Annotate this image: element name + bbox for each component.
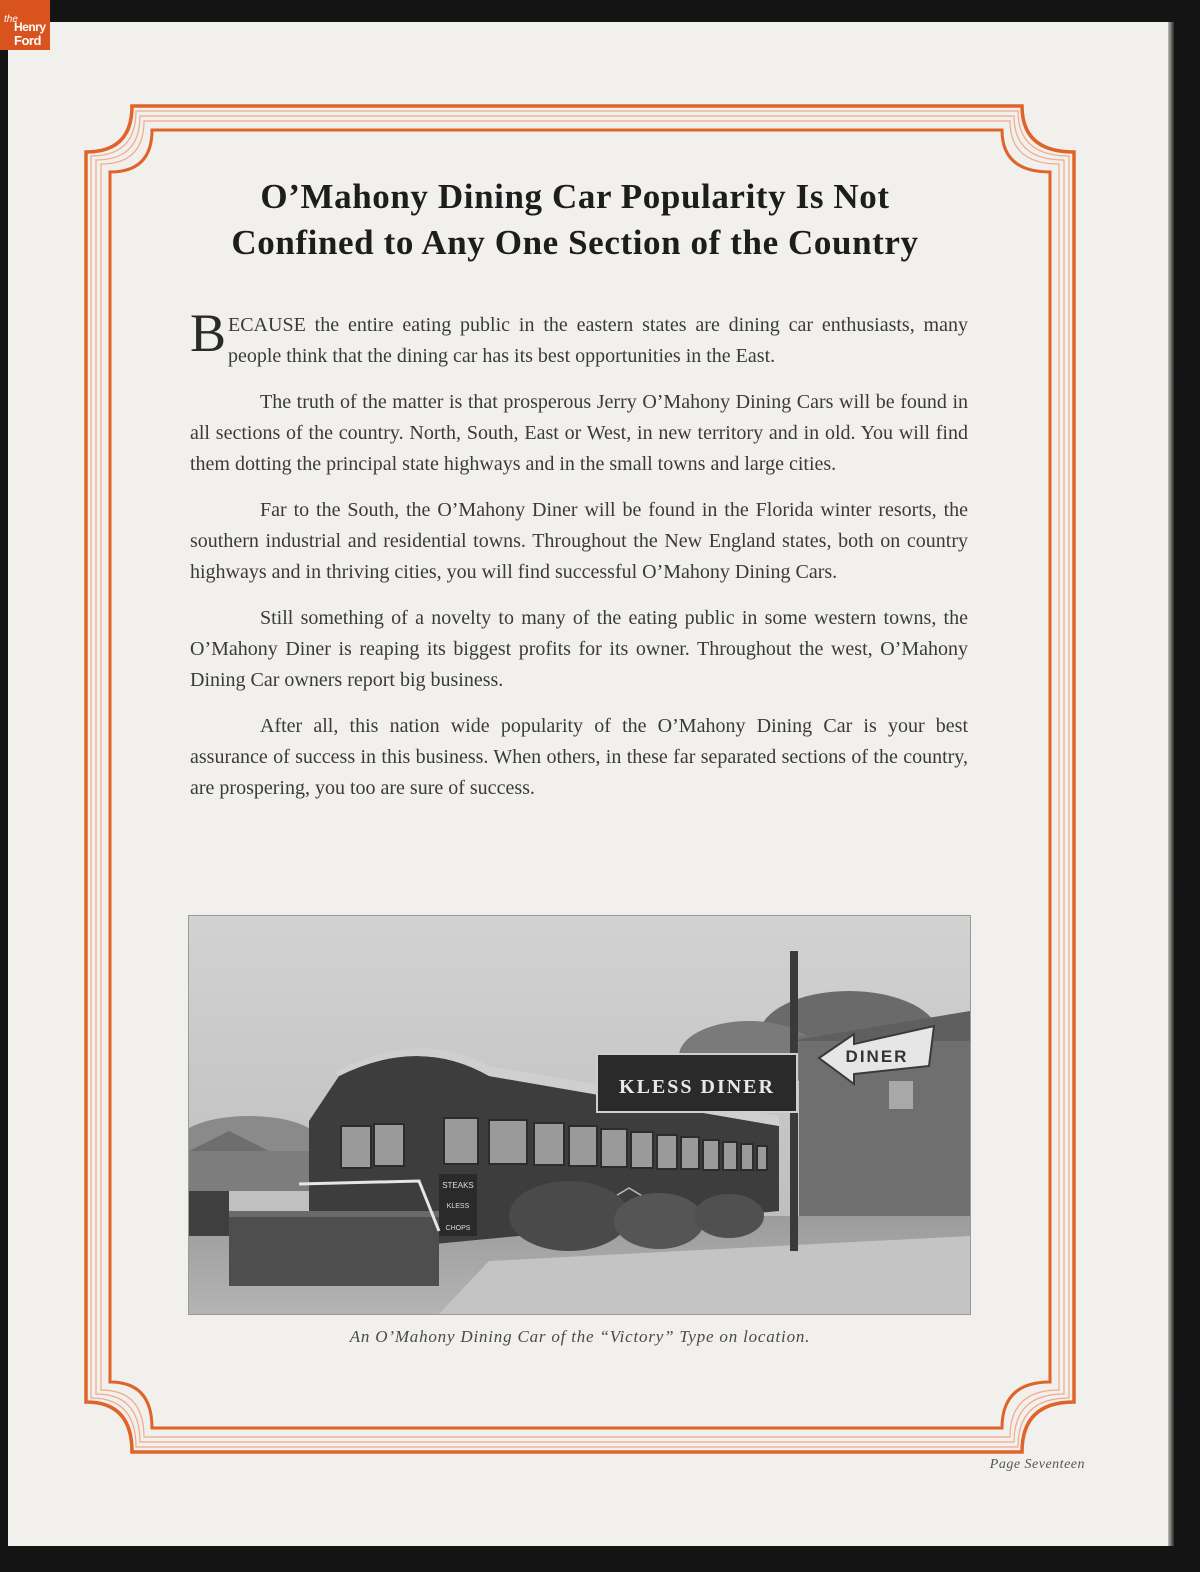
paragraph-4: Still something of a novelty to many of the eating public in some western towns, the O’Mahony Diner is reaping its biggest profits for its owner. Throughout the west, O’Mahony Dining Car owners report big business. [190,607,968,691]
diner-photograph [188,915,971,1315]
logo-the: the [4,14,18,25]
shrubs [509,1181,629,1251]
logo-henry: Henry [14,20,46,34]
logo-ford: Ford [14,33,41,48]
paragraph-1 [190,303,968,372]
entrance-wall [229,1211,439,1286]
article-body [190,303,968,819]
paragraph-3: Far to the South, the O’Mahony Diner will be found in the Florida winter resorts, the southern industrial and residential towns. Throughout the New England states, both on country highways and in thriving cities, you will find successful O’Mahony Dining Cars. [190,499,968,583]
title-line-2: Confined to Any One Section of the Country [231,223,919,262]
paragraph-1-text: ECAUSE the entire eating public in the eastern states are dining car enthusiasts, many people think that the dining car has its best opportunities in the East. [228,314,968,367]
parked-car [189,1191,229,1236]
houses-background [189,1151,309,1191]
paragraph-2: The truth of the matter is that prosperous Jerry O’Mahony Dining Cars will be found in all sections of the country. North, South, East or West, in new territory and in old. You will find them dotting the principal state highways and in the small towns and large cities. [190,391,968,475]
paragraph-5: After all, this nation wide popularity of the O’Mahony Dining Car is your best assurance of success in this business. When others, in these far separated sections of the country, are prospering, you too are sure of success. [190,715,968,799]
page-title [170,174,980,266]
henry-ford-logo [0,0,50,50]
page-number: Page Seventeen [989,1457,1085,1472]
kless-diner-sign-text: KLESS DINER [619,1076,775,1098]
panel-steaks: STEAKS [442,1181,474,1190]
panel-kless: KLESS [446,1203,470,1210]
panel-chops: CHOPS [445,1225,471,1232]
title-line-1: O’Mahony Dining Car Popularity Is Not [260,177,890,216]
photo-caption: An O’Mahony Dining Car of the “Victory” Type on location. [349,1327,811,1346]
diner-arrow-sign-text: DINER [845,1047,909,1066]
drop-cap: B [190,303,227,363]
